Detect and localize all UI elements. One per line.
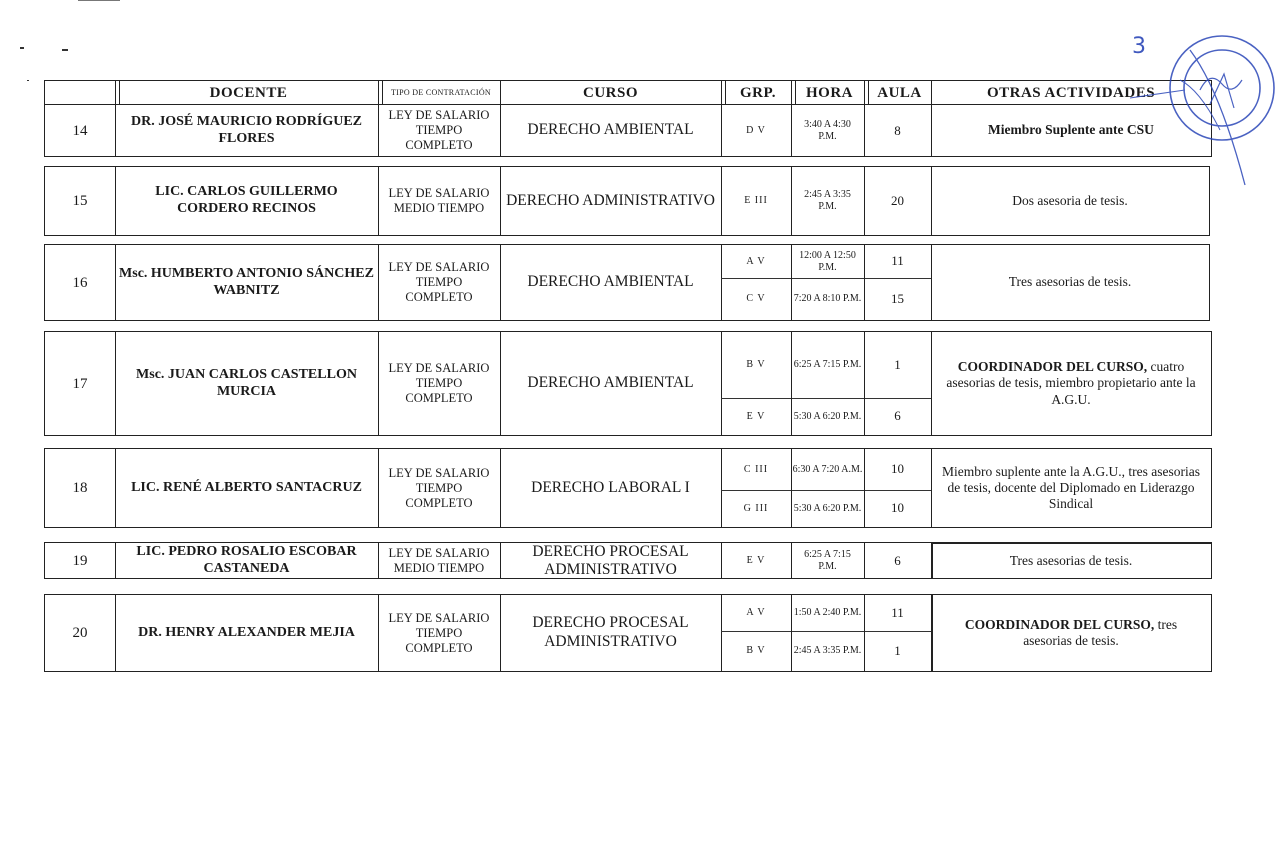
classroom: 8 <box>894 122 901 138</box>
header-hora: HORA <box>806 84 853 101</box>
group-code: A V <box>746 255 766 267</box>
classroom: 15 <box>891 290 904 306</box>
header-tipo: TIPO DE CONTRATACIÓN <box>390 87 492 97</box>
group-code: B V <box>746 645 766 657</box>
curso-name: DERECHO AMBIENTAL <box>527 121 694 139</box>
row-number: 20 <box>72 625 88 641</box>
tipo-contratacion: LEY DE SALARIO TIEMPO COMPLETO <box>388 465 490 510</box>
tipo-contratacion: LEY DE SALARIO MEDIO TIEMPO <box>388 186 490 215</box>
classroom: 10 <box>891 500 904 516</box>
curso-name: DERECHO LABORAL I <box>531 478 690 496</box>
group-code: E V <box>746 410 766 422</box>
university-seal-stamp <box>1132 20 1280 150</box>
scan-speck <box>62 49 68 51</box>
classroom: 11 <box>891 253 904 269</box>
table-row <box>44 448 1212 528</box>
otras-bold: COORDINADOR DEL CURSO, <box>957 359 1148 375</box>
tipo-contratacion: LEY DE SALARIO MEDIO TIEMPO <box>388 545 490 575</box>
otras-actividades <box>931 449 1211 527</box>
schedule-time: 12:00 A 12:50 P.M. <box>799 250 856 273</box>
scan-edge-line <box>78 0 120 1</box>
otras-actividades <box>931 543 1211 578</box>
row-number: 18 <box>72 480 88 496</box>
tipo-contratacion: LEY DE SALARIO TIEMPO COMPLETO <box>388 260 490 304</box>
tipo-contratacion: LEY DE SALARIO TIEMPO COMPLETO <box>388 361 490 405</box>
schedule-time: 2:45 A 3:35 P.M. <box>804 189 851 212</box>
handwritten-mark: 3 <box>1132 34 1146 59</box>
schedule-time: 2:45 A 3:35 P.M. <box>793 645 862 657</box>
group-code: C V <box>746 293 766 305</box>
schedule-time: 5:30 A 6:20 P.M. <box>793 410 862 422</box>
curso-name: DERECHO PROCESAL ADMINISTRATIVO <box>532 542 689 578</box>
table-row <box>44 104 1212 157</box>
classroom: 1 <box>894 356 901 372</box>
curso-name: DERECHO AMBIENTAL <box>527 273 694 291</box>
table-row <box>44 594 1212 672</box>
docente-name: Msc. JUAN CARLOS CASTELLON MURCIA <box>136 366 357 399</box>
table-row <box>44 166 1210 236</box>
header-aula: AULA <box>877 84 922 101</box>
group-code: C III <box>743 463 769 475</box>
schedule-time: 6:30 A 7:20 A.M. <box>792 463 863 475</box>
classroom: 6 <box>894 408 901 424</box>
table-row <box>44 331 1212 436</box>
table-row <box>44 542 1212 579</box>
docente-name: Msc. HUMBERTO ANTONIO SÁNCHEZ WABNITZ <box>119 265 374 298</box>
curso-name: DERECHO PROCESAL ADMINISTRATIVO <box>532 614 689 650</box>
header-otras: OTRAS ACTIVIDADES <box>986 84 1156 101</box>
schedule-time: 7:20 A 8:10 P.M. <box>793 293 862 305</box>
table-row <box>44 244 1210 321</box>
otras-actividades <box>931 245 1209 320</box>
otras-bold: COORDINADOR DEL CURSO, <box>964 616 1155 632</box>
docente-name: LIC. PEDRO ROSALIO ESCOBAR CASTANEDA <box>136 543 357 576</box>
group-code: G III <box>743 502 769 514</box>
otras-actividades <box>931 332 1211 435</box>
otras-actividades <box>931 595 1211 671</box>
tipo-contratacion: LEY DE SALARIO TIEMPO COMPLETO <box>388 610 490 655</box>
group-code: D V <box>746 124 766 136</box>
row-number: 14 <box>72 122 88 139</box>
docente-name: DR. HENRY ALEXANDER MEJIA <box>138 624 355 640</box>
row-number: 17 <box>72 375 88 392</box>
schedule-time: 6:25 A 7:15 P.M. <box>804 548 851 572</box>
classroom: 11 <box>891 604 904 620</box>
curso-name: DERECHO AMBIENTAL <box>527 374 694 392</box>
group-code: E III <box>744 195 768 206</box>
scan-speck <box>27 80 29 81</box>
classroom: 20 <box>891 193 904 209</box>
row-number: 19 <box>72 552 88 569</box>
tipo-contratacion: LEY DE SALARIO TIEMPO COMPLETO <box>388 108 490 152</box>
otras-text: tres asesorias de tesis. <box>1023 616 1178 648</box>
group-code: E V <box>746 554 766 566</box>
otras-text: cuatro asesorias de tesis, miembro propietario ante la A.G.U. <box>946 359 1196 407</box>
docente-name: LIC. CARLOS GUILLERMO CORDERO RECINOS <box>155 184 338 216</box>
otras-text: Dos asesoria de tesis. <box>1012 192 1128 208</box>
otras-text: Tres asesorias de tesis. <box>1008 274 1132 290</box>
header-docente: DOCENTE <box>209 84 288 101</box>
schedule-time: 3:40 A 4:30 P.M. <box>804 118 851 142</box>
docente-name: DR. JOSÉ MAURICIO RODRÍGUEZ FLORES <box>130 113 363 146</box>
schedule-time: 6:25 A 7:15 P.M. <box>793 359 862 371</box>
row-number: 15 <box>72 193 88 209</box>
schedule-time: 5:30 A 6:20 P.M. <box>793 502 862 514</box>
otras-text: Tres asesorias de tesis. <box>1009 552 1133 568</box>
group-code: A V <box>746 607 766 619</box>
table-header <box>44 80 1212 105</box>
scan-speck <box>20 47 24 49</box>
classroom: 10 <box>891 461 904 477</box>
otras-text: Miembro suplente ante la A.G.U., tres asesorias de tesis, docente del Diplomado en Liderazgo Sindical <box>942 463 1200 512</box>
docente-name: LIC. RENÉ ALBERTO SANTACRUZ <box>131 479 362 495</box>
classroom: 6 <box>894 552 901 568</box>
row-number: 16 <box>72 274 88 291</box>
otras-bold: Miembro Suplente ante CSU <box>988 122 1154 138</box>
curso-name: DERECHO ADMINISTRATIVO <box>506 191 715 209</box>
otras-actividades <box>931 167 1209 235</box>
header-curso: CURSO <box>582 84 638 101</box>
header-grp: GRP. <box>739 84 777 101</box>
schedule-time: 1:50 A 2:40 P.M. <box>793 607 862 619</box>
group-code: B V <box>746 359 766 371</box>
classroom: 1 <box>894 642 901 658</box>
